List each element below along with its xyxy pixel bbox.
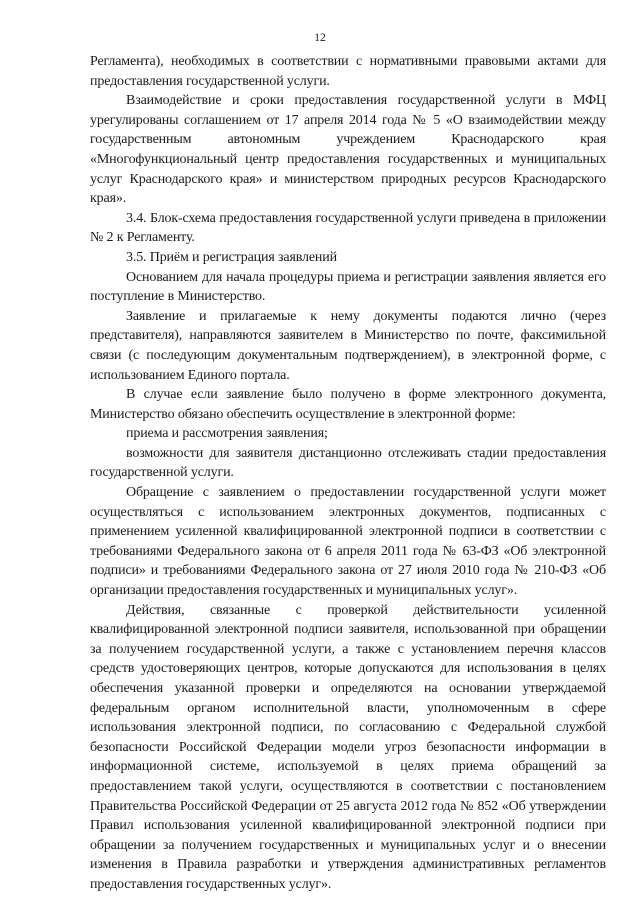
paragraph-6: Заявление и прилагаемые к нему документы подаются лично (через представителя), направляются заявителем в Министерство по почте, факсимильной связи (с последующим документальным подтверждением), в электронной форме, с использованием Единого портала. (90, 308, 606, 383)
document-body (90, 52, 606, 895)
paragraph-3: 3.4. Блок-схема предоставления государственной услуги приведена в приложении № 2 к Регламенту. (90, 210, 606, 246)
paragraph-5: Основанием для начала процедуры приема и регистрации заявления является его поступление в Министерство. (90, 269, 606, 305)
paragraph-7: В случае если заявление было получено в форме электронного документа, Министерство обязано обеспечить осуществление в электронной форме: (90, 387, 606, 422)
page-number: 12 (314, 32, 326, 44)
paragraph-1: Регламента), необходимых в соответствии с нормативными правовыми актами для предоставления государственной услуги. (90, 54, 606, 89)
paragraph-9: возможности для заявителя дистанционно отслеживать стадии предоставления государственной услуги. (90, 445, 606, 481)
paragraph-8: приема и рассмотрения заявления; (126, 426, 328, 442)
paragraph-11: Действия, связанные с проверкой действительности усиленной квалифицированной электронной подписи заявителя, использованной при обращении за получением государственной услуги, а также с установлением перечня классов средств удостоверяющих центров, которые допускаются для использования в целях обеспечения указанной проверки и определяются на основании утверждаемой федеральным органом исполнительной власти, уполномоченным в сфере использования электронной подписи, по согласованию с Федеральной службой безопасности Российской Федерации модели угроз безопасности информации в информационной системе, используемой в целях приема обращений за предоставлением такой услуги, осуществляются в соответствии с постановлением Правительства Российской Федерации от 25 августа 2012 года № 852 «Об утверждении Правил использования усиленной квалифицированной электронной подписи при обращении за получением государственных и муниципальных услуг и о внесении изменения в Правила разработки и утверждения административных регламентов предоставления государственных услуг». (90, 602, 606, 892)
section-heading-3-5: 3.5. Приём и регистрация заявлений (126, 249, 337, 265)
paragraph-10: Обращение с заявлением о предоставлении государственной услуги может осуществляться с использованием электронных документов, подписанных с применением усиленной квалифицированной электронной подписи в соответствии с требованиями Федерального закона от 6 апреля 2011 года № 63-ФЗ «Об электронной подписи» и требованиями Федерального закона от 27 июля 2010 года № 210-ФЗ «Об организации предоставления государственных и муниципальных услуг». (90, 485, 606, 599)
paragraph-2: Взаимодействие и сроки предоставления государственной услуги в МФЦ урегулированы соглашением от 17 апреля 2014 года № 5 «О взаимодействии между государственным автономным учреждением Краснодарского края «Многофункциональный центр предоставления государственных и муниципальных услуг Краснодарского края» и министерством природных ресурсов Краснодарского края». (90, 93, 606, 207)
